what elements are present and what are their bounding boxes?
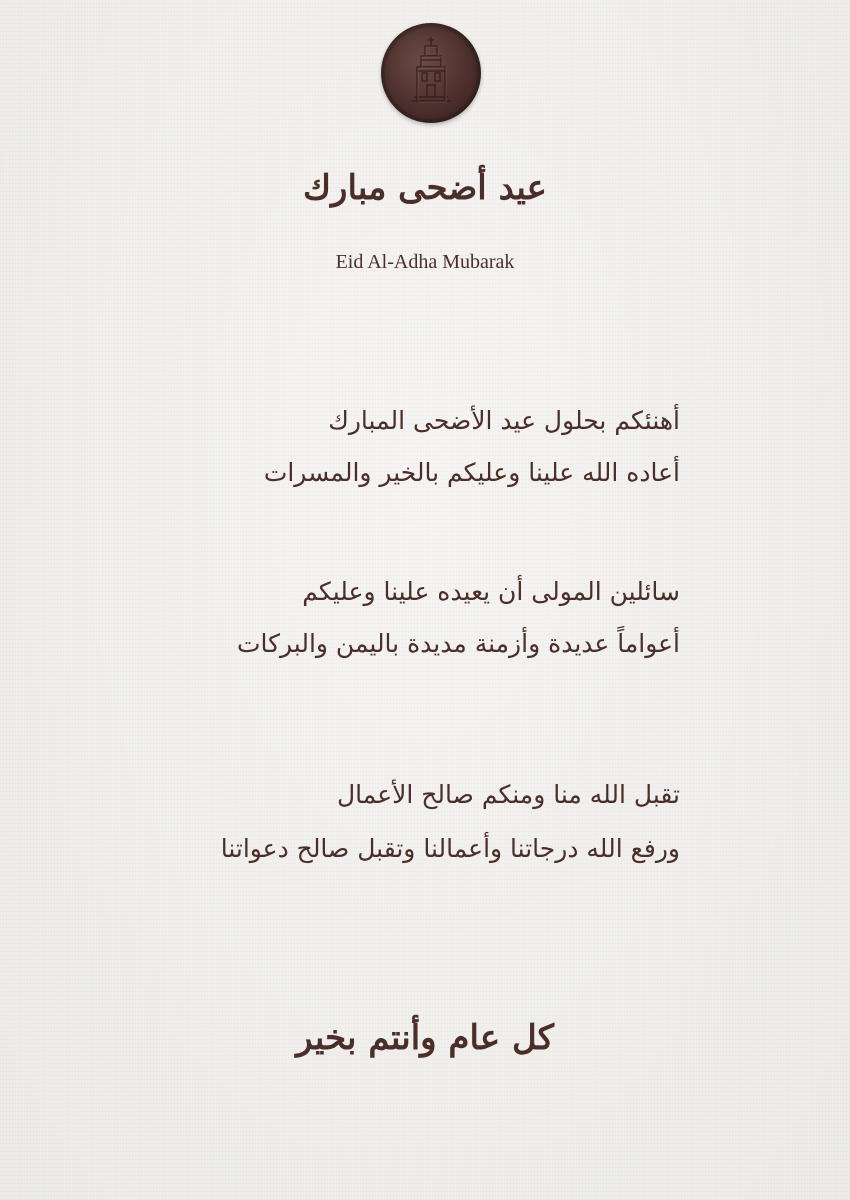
paragraph-1-line-1: أهنئكم بحلول عيد الأضحى المبارك <box>328 406 680 435</box>
title-arabic: عيد أضحى مبارك <box>303 168 547 208</box>
closing-greeting: كل عام وأنتم بخير <box>296 1018 554 1058</box>
paragraph-1-line-2: أعاده الله علينا وعليكم بالخير والمسرات <box>263 458 680 487</box>
paragraph-3-line-2: ورفع الله درجاتنا وأعمالنا وتقبل صالح دعواتنا <box>220 834 680 863</box>
paragraph-2-line-2: أعواماً عديدة وأزمنة مديدة باليمن والبركات <box>236 629 680 658</box>
wax-seal <box>381 23 481 123</box>
paragraph-2-line-1: سائلين المولى أن يعيده علينا وعليكم <box>302 577 680 606</box>
tower-emblem-icon <box>381 23 481 123</box>
title-english: Eid Al-Adha Mubarak <box>335 251 515 273</box>
paragraph-3-line-1: تقبل الله منا ومنكم صالح الأعمال <box>336 780 680 809</box>
